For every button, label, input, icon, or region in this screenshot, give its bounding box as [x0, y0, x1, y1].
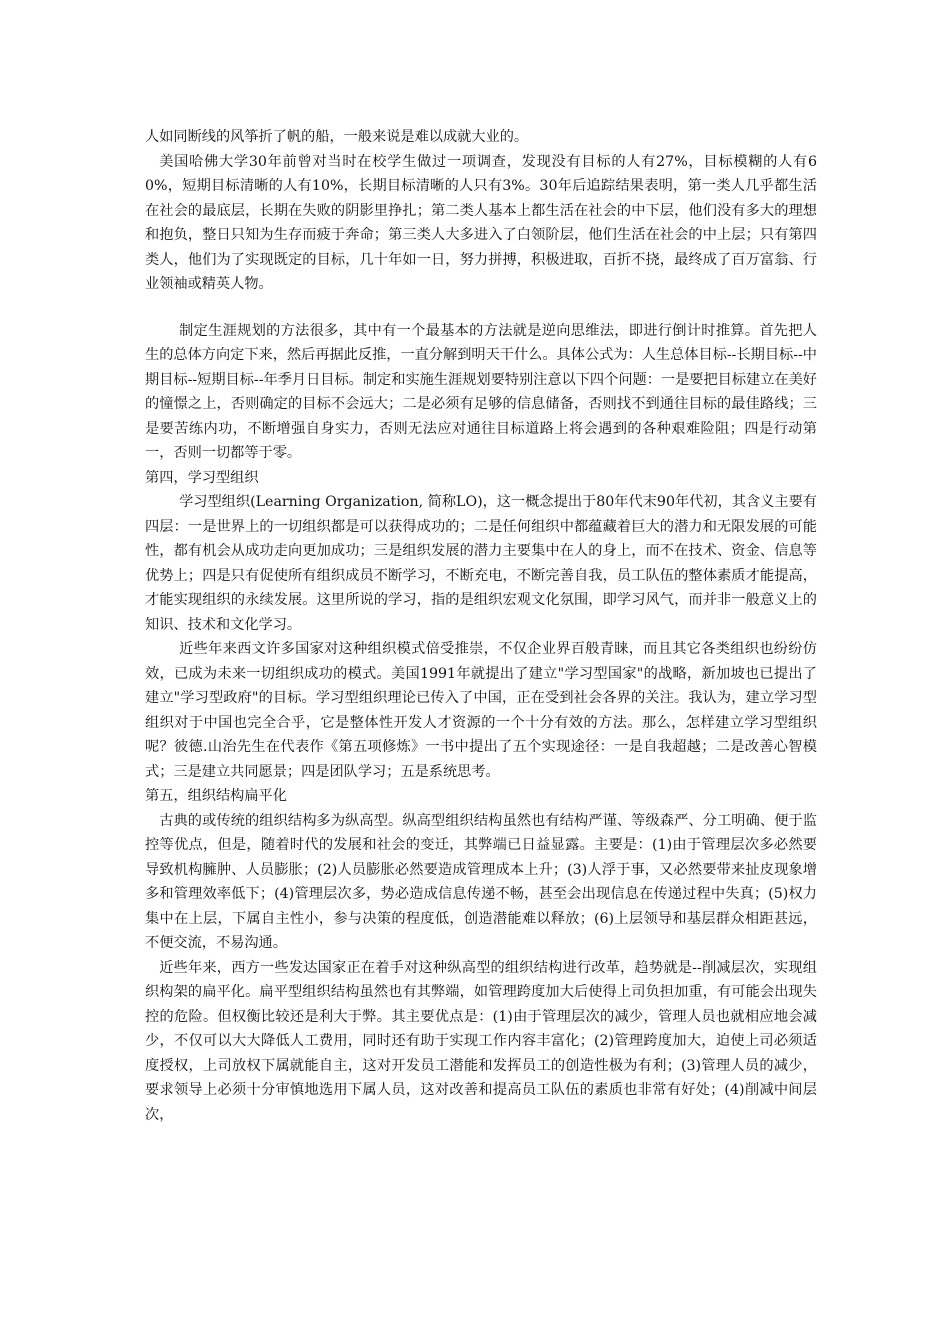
paragraph-learning-organization: 学习型组织(Learning Organization, 简称LO)，这一概念提出于80年代末90年代初，其含义主要有四层：一是世界上的一切组织都是可以获得成功的；二是任何组织中都蕴藏着巨大的潜力和无限发展的可能性，都有机会从成功走向更加成功；三是组织发展的潜力主要集中在人的身上，而不在技术、资金、信息等优势上；四是只有促使所有组织成员不断学习，不断充电，不断完善自我，员工队伍的整体素质才能提高，才能实现组织的永续发展。这里所说的学习，指的是组织宏观文化氛围，即学习风气，而并非一般意义上的知识、技术和文化学习。: [145, 494, 817, 633]
paragraph-western-adoption: 近些年来西文许多国家对这种组织模式倍受推崇，不仅企业界百般青睐，而且其它各类组织也纷纷仿效，已成为未来一切组织成功的模式。美国1991年就提出了建立"学习型国家"的战略，新加坡也已提出了建立"学习型政府"的目标。学习型组织理论已传入了中国，正在受到社会各界的关注。我认为，建立学习型组织对于中国也完全合乎，它是整体性开发人才资源的一个十分有效的方法。那么，怎样建立学习型组织呢？彼德.山治先生在代表作《第五项修炼》一书中提出了五个实现途径：一是自我超越；二是改善心智模式；三是建立共同愿景；四是团队学习；五是系统思考。: [145, 641, 817, 780]
paragraph-flat-structure: 近些年来，西方一些发达国家正在着手对这种纵高型的组织结构进行改革，趋势就是--削减层次，实现组织构架的扁平化。扁平型组织结构虽然也有其弊端，如管理跨度加大后使得上司负担加重，有可能会出现失控的危险。但权衡比较还是利大于弊。其主要优点是：(1)由于管理层次的减少，管理人员也就相应地会减少，不仅可以大大降低人工费用，同时还有助于实现工作内容丰富化；(2)管理跨度加大，迫使上司必须适度授权，上司放权下属就能自主，这对开发员工潜能和发挥员工的创造性极为有利；(3)管理人员的减少，要求领导上必须十分审慎地选用下属人员，这对改善和提高员工队伍的素质也非常有好处；(4)削减中间层次，: [145, 959, 817, 1123]
paragraph-gap: [145, 297, 817, 319]
paragraph-continuation: 人如同断线的风筝折了帆的船，一般来说是难以成就大业的。: [145, 129, 529, 145]
document-page: [145, 125, 817, 1127]
paragraph-career-planning: 制定生涯规划的方法很多，其中有一个最基本的方法就是逆向思维法，即进行倒计时推算。首先把人生的总体方向定下来，然后再据此反推，一直分解到明天干什么。具体公式为：人生总体目标--长期目标--中期目标--短期目标--年季月日目标。制定和实施生涯规划要特别注意以下四个问题：一是要把目标建立在美好的憧憬之上，否则确定的目标不会远大；二是必须有足够的信息储备，否则找不到通往目标的最佳路线；三是要苦练内功，不断增强自身实力，否则无法应对通往目标道路上将会遇到的各种艰难险阻；四是行动第一，否则一切都等于零。: [145, 322, 817, 461]
paragraph-tall-structure: 古典的或传统的组织结构多为纵高型。纵高型组织结构虽然也有结构严谨、等级森严、分工明确、便于监控等优点，但是，随着时代的发展和社会的变迁，其弊端已日益显露。主要是：(1)由于管理层次多必然要导致机构臃肿、人员膨胀；(2)人员膨胀必然要造成管理成本上升；(3)人浮于事，又必然要带来扯皮现象增多和管理效率低下；(4)管理层次多，势必造成信息传递不畅，甚至会出现信息在传递过程中失真；(5)权力集中在上层，下属自主性小，参与决策的程度低，创造潜能难以释放；(6)上层领导和基层群众相距甚远，不便交流，不易沟通。: [145, 812, 817, 951]
paragraph-harvard-survey: 美国哈佛大学30年前曾对当时在校学生做过一项调查，发现没有目标的人有27%，目标模糊的人有60%，短期目标清晰的人有10%，长期目标清晰的人只有3%。30年后追踪结果表明，第一类人几乎都生活在社会的最底层，长期在失败的阴影里挣扎；第二类人基本上都生活在社会的中下层，他们没有多大的理想和抱负，整日只知为生存而疲于奔命；第三类人大多进入了白领阶层，他们生活在社会的中上层；只有第四类人，他们为了实现既定的目标，几十年如一日，努力拼搏，积极进取，百折不挠，最终成了百万富翁、行业领袖或精英人物。: [145, 153, 817, 292]
section-heading-learning-organization: 第四，学习型组织: [145, 469, 259, 486]
section-heading-flat-structure: 第五，组织结构扁平化: [145, 788, 287, 804]
